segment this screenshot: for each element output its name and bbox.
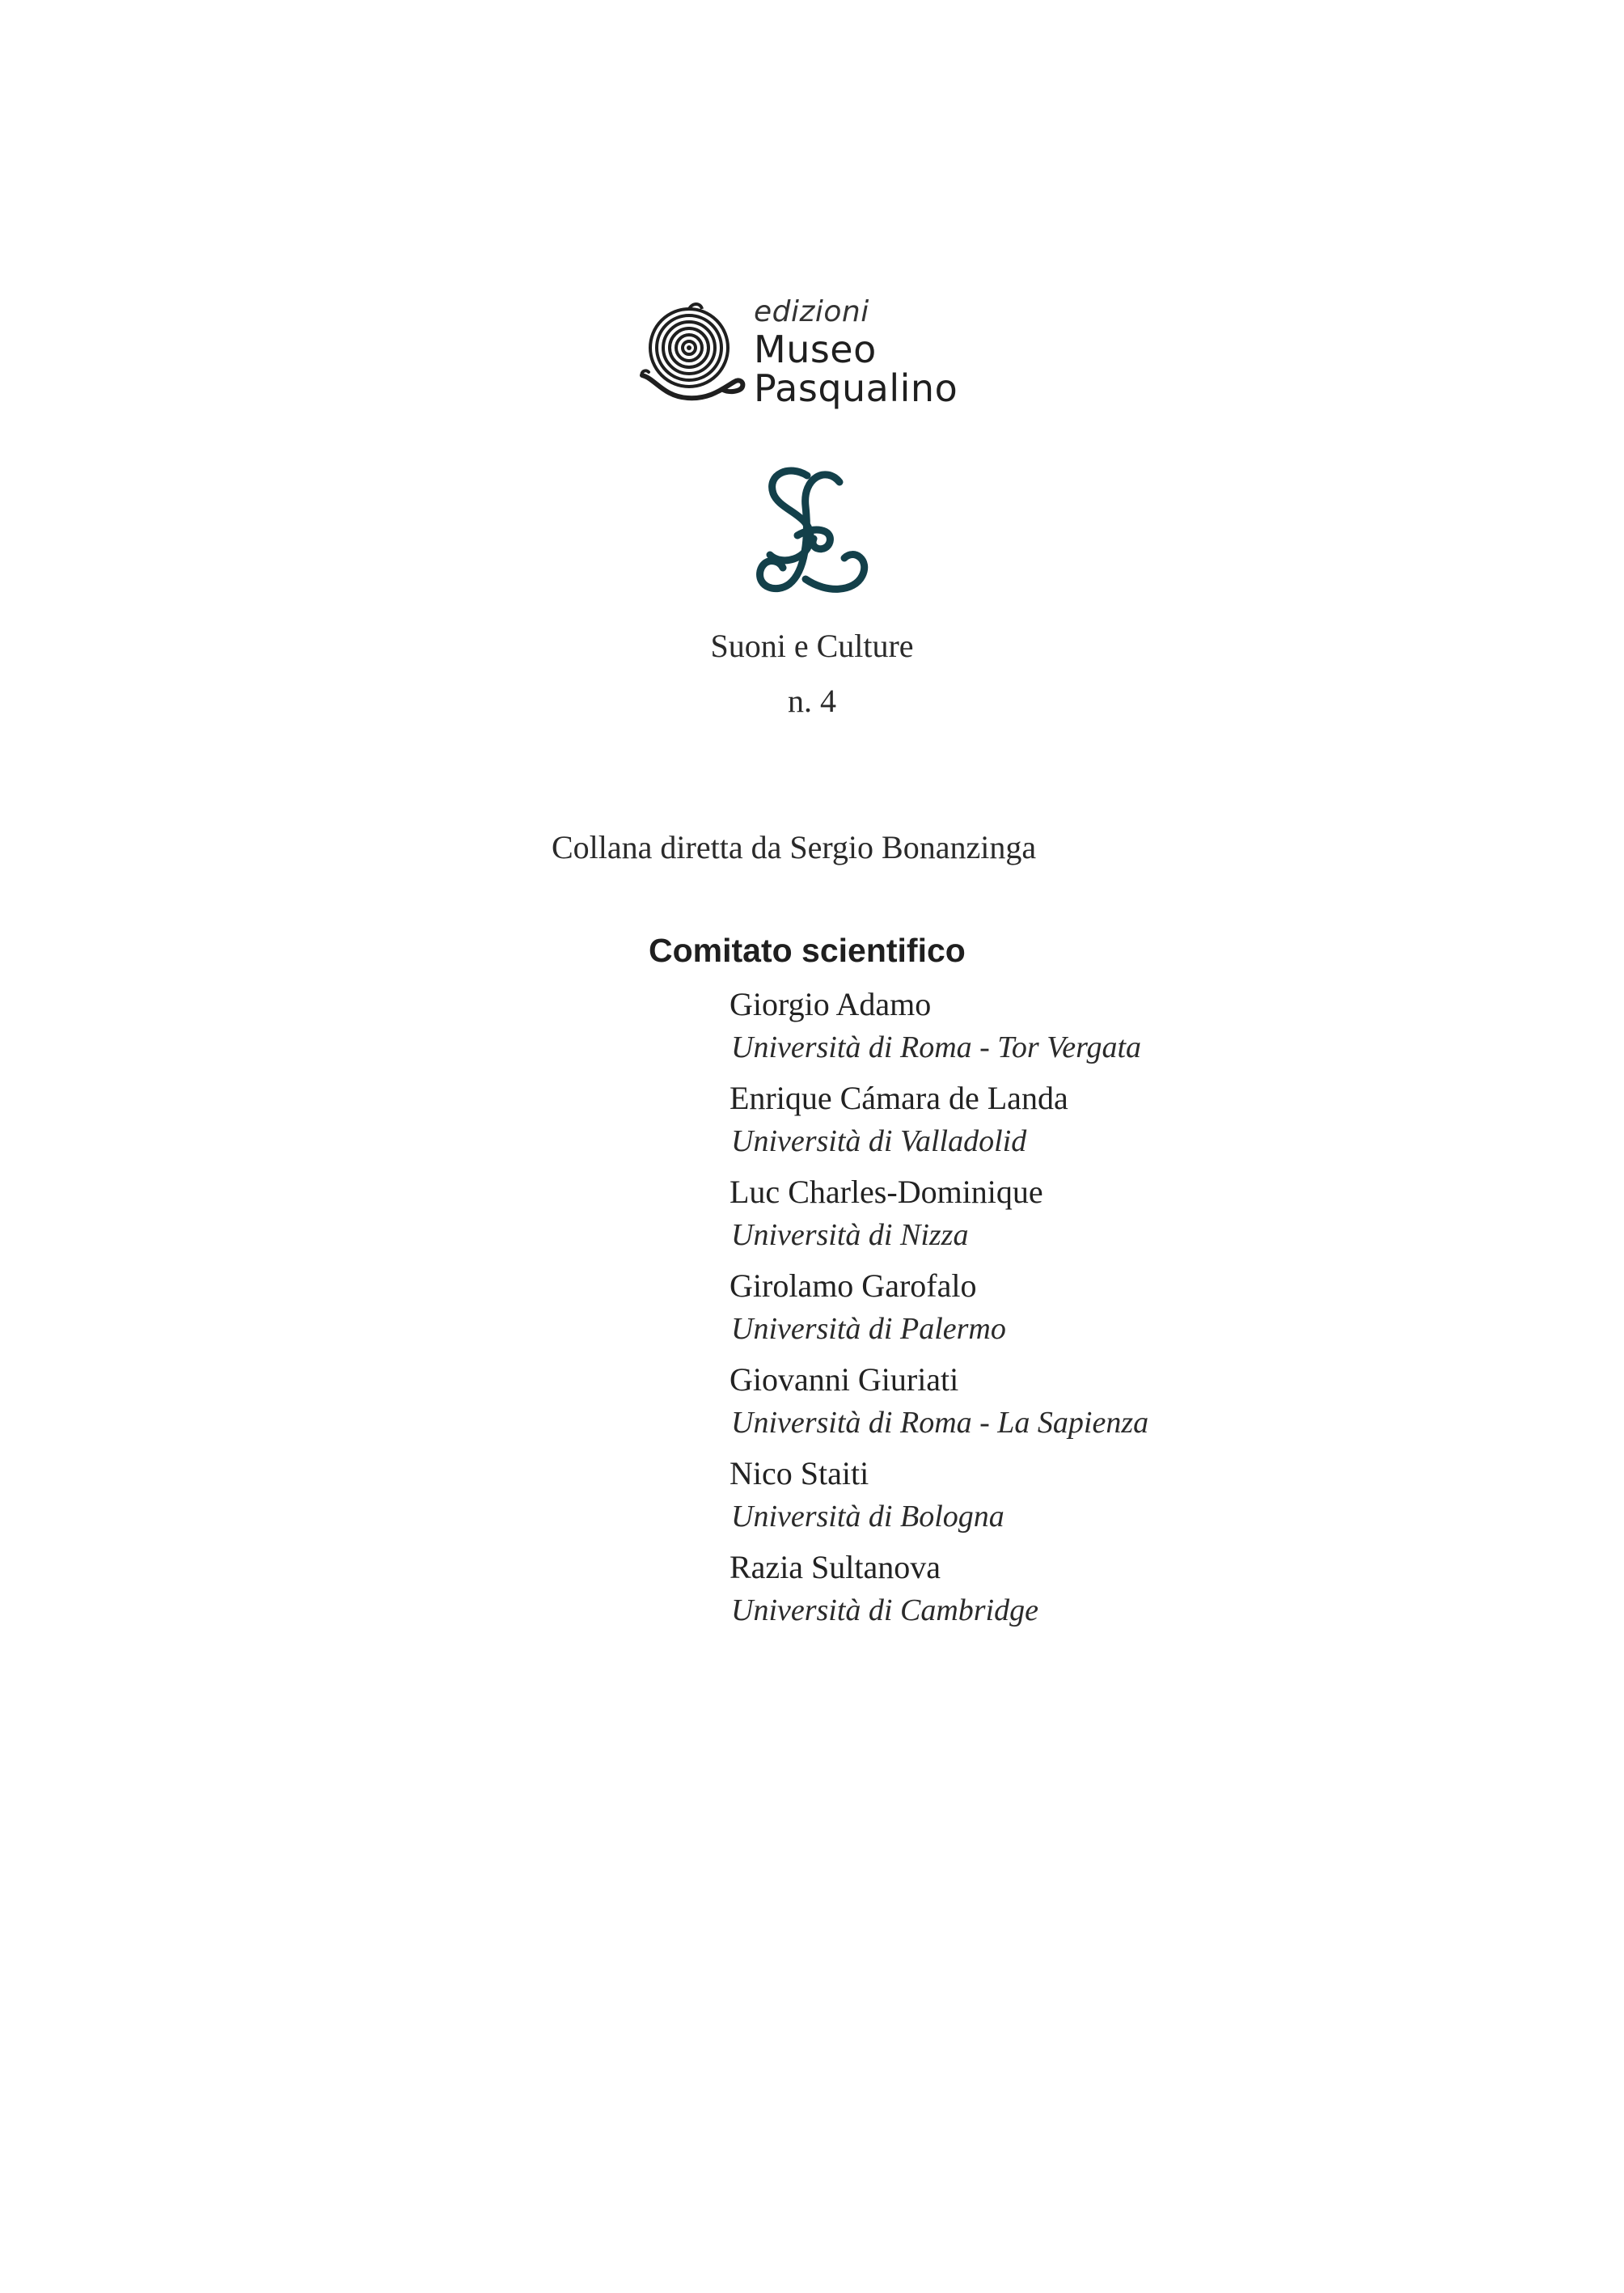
committee-member (730, 1264, 1148, 1358)
spiral-snail-logo-icon (639, 301, 748, 406)
committee-member (730, 1170, 1148, 1264)
member-name: Nico Staiti (730, 1455, 869, 1491)
publisher-name-line-2: Pasqualino (754, 366, 958, 410)
series-editor-line: Collana diretta da Sergio Bonanzinga (552, 829, 1037, 865)
member-name: Enrique Cámara de Landa (730, 1080, 1068, 1116)
member-affiliation: Università di Nizza (731, 1218, 969, 1252)
committee-member (730, 1452, 1148, 1546)
committee-member (730, 1358, 1148, 1452)
committee-member (730, 1077, 1148, 1170)
publisher-logo (639, 295, 979, 411)
publisher-name-line-1: Museo (754, 328, 877, 371)
member-affiliation: Università di Valladolid (731, 1124, 1027, 1158)
member-affiliation: Università di Roma - La Sapienza (731, 1406, 1149, 1440)
series-number: n. 4 (788, 683, 836, 719)
committee-heading: Comitato scientifico (649, 932, 966, 969)
committee-member (730, 1546, 1148, 1639)
sc-monogram-icon (749, 458, 878, 603)
publisher-imprint: edizioni (754, 295, 869, 328)
committee-list (730, 983, 1148, 1639)
member-affiliation: Università di Palermo (731, 1312, 1006, 1346)
member-name: Luc Charles-Dominique (730, 1174, 1043, 1210)
series-name: Suoni e Culture (710, 628, 914, 664)
member-affiliation: Università di Cambridge (731, 1593, 1038, 1627)
member-name: Giorgio Adamo (730, 986, 932, 1022)
publisher-wordmark (754, 295, 958, 410)
member-affiliation: Università di Bologna (731, 1500, 1004, 1534)
member-affiliation: Università di Roma - Tor Vergata (731, 1030, 1142, 1064)
member-name: Giovanni Giuriati (730, 1361, 959, 1398)
member-name: Girolamo Garofalo (730, 1267, 977, 1304)
member-name: Razia Sultanova (730, 1549, 941, 1585)
committee-member (730, 983, 1148, 1077)
